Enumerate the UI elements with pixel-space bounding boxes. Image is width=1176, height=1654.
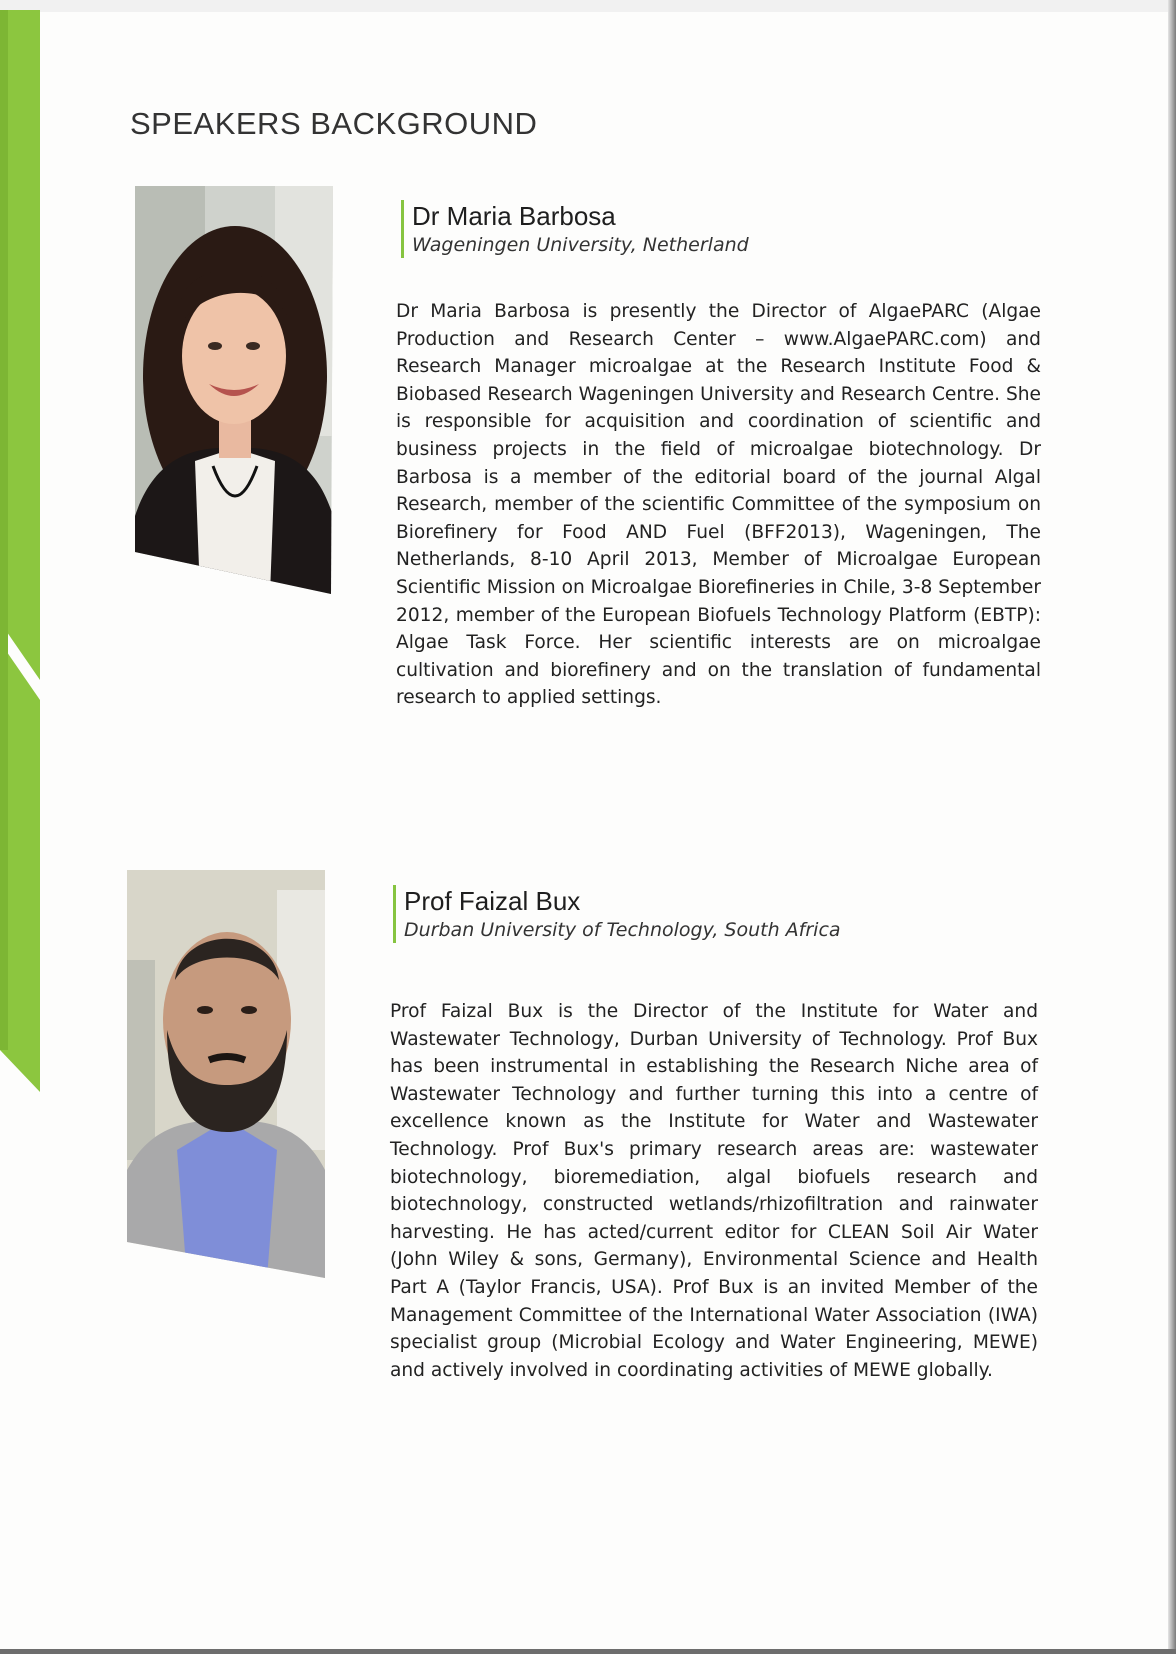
speaker-name: Dr Maria Barbosa bbox=[412, 201, 616, 231]
page-right-edge bbox=[1168, 0, 1176, 1654]
speaker-heading bbox=[393, 885, 841, 943]
speaker-photo bbox=[135, 186, 333, 594]
green-accent-band bbox=[0, 0, 60, 1654]
speaker-affiliation: Wageningen University, Netherland bbox=[412, 234, 749, 256]
speaker-affiliation: Durban University of Technology, South Africa bbox=[404, 919, 841, 941]
page-bottom-edge bbox=[0, 1649, 1176, 1654]
speaker-bio: Prof Faizal Bux is the Director of the Institute for Water and Wastewater Technology, Durban University of Technology. Prof Bux has been instrumental in establishing the Research Niche area of Wastewater Technology and further turning this into a centre of excellence known as the Institute for Water and Wastewater Technology. Prof Bux's primary research areas are: wastewater biotechnology, bioremediation, algal biofuels research and biotechnology, constructed wetlands/rhizofiltration and rainwater harvesting. He has acted/current editor for CLEAN Soil Air Water (John Wiley & sons, Germany), Environmental Science and Health Part A (Taylor Francis, USA). Prof Bux is an invited Member of the Management Committee of the International Water Association (IWA) specialist group (Microbial Ecology and Water Engineering, MEWE) and actively involved in coordinating activities of MEWE globally. bbox=[390, 1001, 1038, 1381]
page-title: SPEAKERS BACKGROUND bbox=[130, 106, 538, 141]
speaker-bio: Dr Maria Barbosa is presently the Director of AlgaePARC (Algae Production and Research Center – www.AlgaePARC.com) and Research Manager microalgae at the Research Institute Food & Biobased Research Wageningen University and Research Centre. She is responsible for acquisition and coordination of scientific and business projects in the field of microalgae biotechnology. Dr Barbosa is a member of the editorial board of the journal Algal Research, member of the scientific Committee of the symposium on Biorefinery for Food AND Fuel (BFF2013), Wageningen, The Netherlands, 8-10 April 2013, Member of Microalgae European Scientific Mission on Microalgae Biorefineries in Chile, 3-8 September 2012, member of the European Biofuels Technology Platform (EBTP): Algae Task Force. Her scientific interests are on microalgae cultivation and biorefinery and on the translation of fundamental research to applied settings. bbox=[396, 301, 1041, 709]
page-top-edge bbox=[0, 0, 1176, 12]
speaker-heading bbox=[401, 200, 749, 258]
speaker-photo bbox=[127, 870, 325, 1278]
speaker-name: Prof Faizal Bux bbox=[404, 886, 581, 916]
